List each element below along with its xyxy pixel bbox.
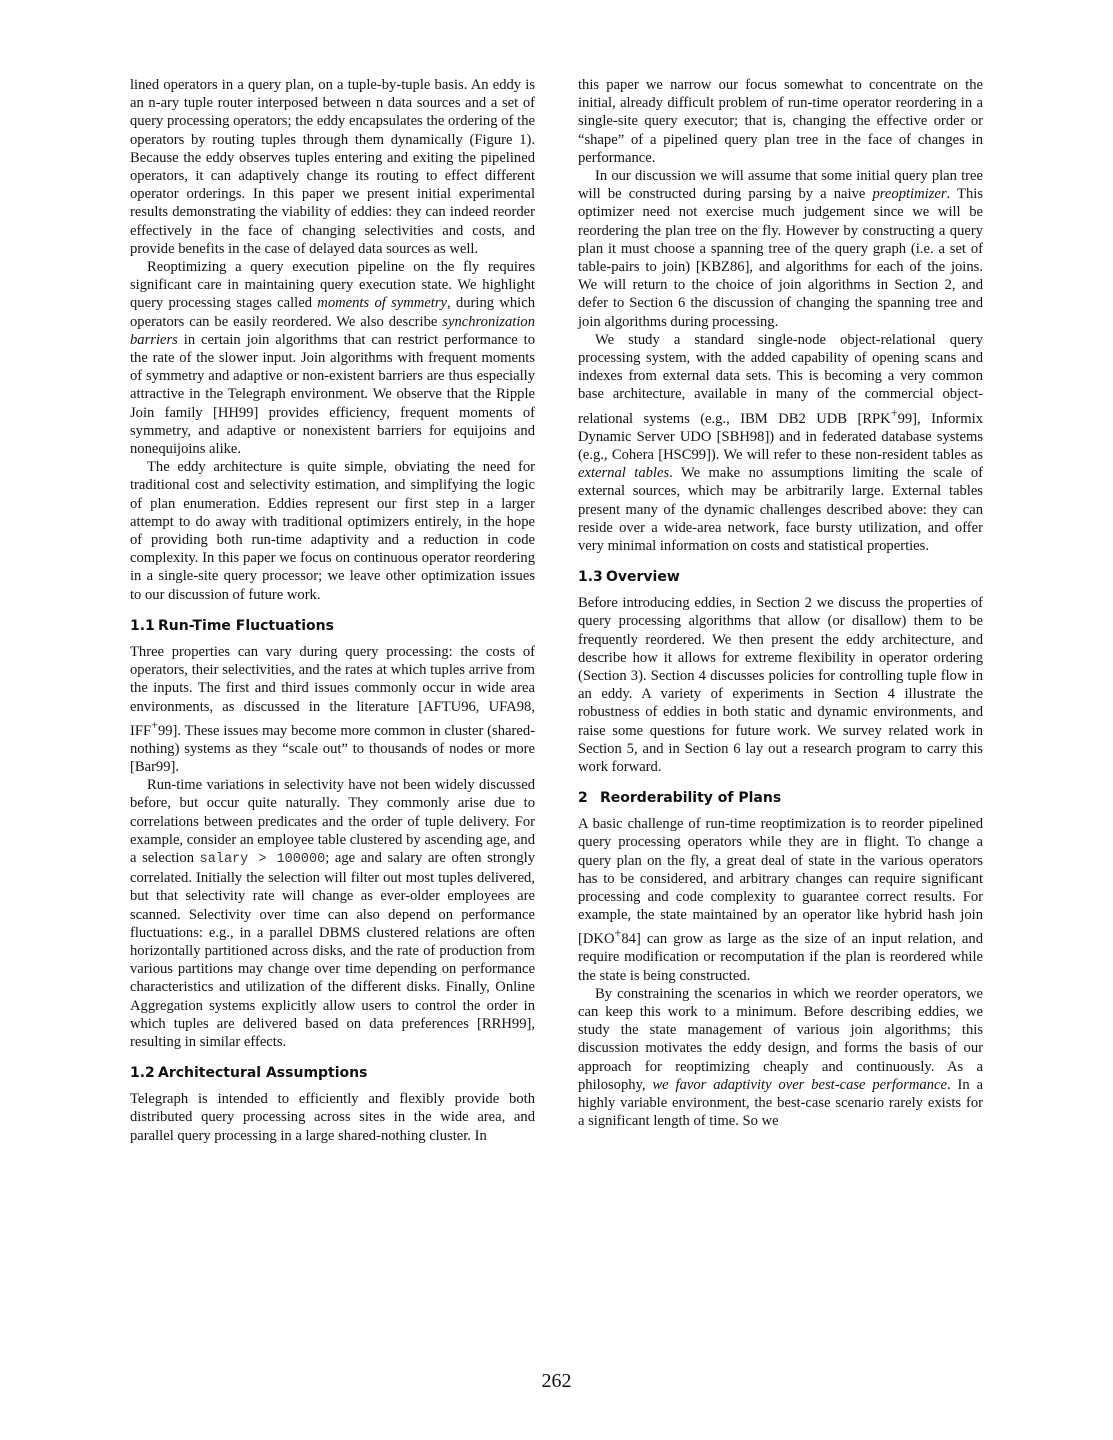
paragraph: A basic challenge of run-time reoptimization is to reorder pipelined query processing operators while they are in flight. To change a query plan on the fly, a great deal of state in the various operators has to be considered, and arbitrary changes can require significant processing and code complexity to guarantee correct results. For example, the state maintained by an operator like hybrid hash join [DKO+84] can grow as large as the size of an input relation, and require modification or recomputation if the plan is reordered while the state is being constructed. xyxy=(578,816,983,984)
paragraph: this paper we narrow our focus somewhat to concentrate on the initial, already difficult problem of run-time operator reordering in a single-site query executor; that is, changing the effective order or “shape” of a pipelined query plan tree in the face of changes in performance. xyxy=(578,77,983,166)
section-heading: 1.1 Run-Time Fluctuations xyxy=(130,617,334,634)
paragraph: We study a standard single-node object-relational query processing system, with the added capability of opening scans and indexes from external data sets. This is becoming a very common base architecture, available in many of the commercial object-relational systems (e.g., IBM DB2 UDB [RPK+99], Informix Dynamic Server UDO [SBH98]) and in federated database systems (e.g., Cohera [HSC99]). We will refer to these non-resident tables as external tables. We make no assumptions limiting the scale of external sources, which may be arbitrarily large. External tables present many of the dynamic challenges described above: they can reside over a wide-area network, face bursty utilization, and offer very minimal information on costs and statistical properties. xyxy=(578,331,983,554)
paragraph: The eddy architecture is quite simple, obviating the need for traditional cost and selectivity estimation, and simplifying the logic of plan enumeration. Eddies represent our first step in a larger attempt to do away with traditional optimizers entirely, in the hope of providing both run-time adaptivity and a reduction in code complexity. In this paper we focus on continuous operator reordering in a single-site query processor; we leave other optimization issues to our discussion of future work. xyxy=(130,459,535,603)
paragraph: In our discussion we will assume that some initial query plan tree will be constructed during parsing by a naive preoptimizer. This optimizer need not exercise much judgement since we will be reordering the plan tree on the fly. However by constructing a query plan it must choose a spanning tree of the query graph (i.e. a set of table-pairs to join) [KBZ86], and algorithms for each of the joins. We will return to the choice of join algorithms in Section 2, and defer to Section 6 the discussion of changing the spanning tree and join algorithms during processing. xyxy=(578,168,984,330)
paragraph: Reoptimizing a query execution pipeline on the fly requires significant care in maintaining query execution state. We highlight query processing stages called moments of symmetry, during which operators can be easily reordered. We also describe synchronization barriers in certain join algorithms that can restrict performance to the rate of the slower input. Join algorithms with frequent moments of symmetry and adaptive or non-existent barriers are thus especially attractive in the Telegraph environment. We observe that the Ripple Join family [HH99] provides efficiency, frequent moments of symmetry, and adaptive or nonexistent barriers for equijoins and nonequijoins alike. xyxy=(130,259,535,458)
paragraph: By constraining the scenarios in which we reorder operators, we can keep this work to a minimum. Before describing eddies, we study the state management of various join algorithms; this discussion motivates the eddy design, and forms the basis of our approach for reoptimizing cheaply and continuously. As a philosophy, we favor adaptivity over best-case performance. In a highly variable environment, the best-case scenario rarely exists for a significant length of time. So we xyxy=(578,985,983,1130)
paragraph: Before introducing eddies, in Section 2 we discuss the properties of query processing algorithms that allow (or disallow) them to be frequently reordered. We then present the eddy architecture, and describe how it allows for extreme flexibility in operator ordering (Section 3). Section 4 discusses policies for controlling tuple flow in an eddy. A variety of experiments in Section 4 illustrate the robustness of eddies in both static and dynamic environments, and raise some questions for future work. We survey related work in Section 5, and in Section 6 lay out a research program to carry this work forward. xyxy=(578,595,983,775)
section-heading: 1.2 Architectural Assumptions xyxy=(130,1065,368,1082)
paragraph: lined operators in a query plan, on a tuple-by-tuple basis. An eddy is an n-ary tuple router interposed between n data sources and a set of query processing operators; the eddy encapsulates the ordering of the operators by routing tuples through them dynamically (Figure 1). Because the eddy observes tuples entering and exiting the pipelined operators, it can adaptively change its routing to effect different operator orderings. In this paper we present initial experimental results demonstrating the viability of eddies: they can indeed reorder effectively in the face of changing selectivities and costs, and provide benefits in the case of delayed data sources as well. xyxy=(130,77,535,257)
page-number: 262 xyxy=(541,1370,572,1392)
paragraph: Three properties can vary during query processing: the costs of operators, their selectivities, and the rates at which tuples arrive from the inputs. The first and third issues commonly occur in wide area environments, as discussed in the literature [AFTU96, UFA98, IFF+99]. These issues may become more common in cluster (shared-nothing) systems as they “scale out” to thousands of nodes or more [Bar99]. xyxy=(130,643,535,775)
paragraph: Telegraph is intended to efficiently and flexibly provide both distributed query processing across sites in the wide area, and parallel query processing in a large shared-nothing cluster. In xyxy=(130,1091,535,1144)
section-heading: 2 Reorderability of Plans xyxy=(578,790,782,807)
left-column xyxy=(130,76,535,1145)
right-column xyxy=(578,76,983,1130)
section-heading: 1.3 Overview xyxy=(578,569,680,586)
paragraph: Run-time variations in selectivity have not been widely discussed before, but occur quite naturally. They commonly arise due to correlations between predicates and the order of tuple delivery. For example, consider an employee table clustered by ascending age, and a selection salary > 100000; age and salary are often strongly correlated. Initially the selection will filter out most tuples delivered, but that selectivity rate will change as ever-older employees are scanned. Selectivity over time can also depend on performance fluctuations: e.g., in a parallel DBMS clustered relations are often horizontally partitioned across disks, and the rate of production from various partitions may change over time depending on performance characteristics and utilization of the different disks. Finally, Online Aggregation systems explicitly allow users to control the order in which tuples are delivered based on data preferences [RRH99], resulting in similar effects. xyxy=(130,777,535,1051)
